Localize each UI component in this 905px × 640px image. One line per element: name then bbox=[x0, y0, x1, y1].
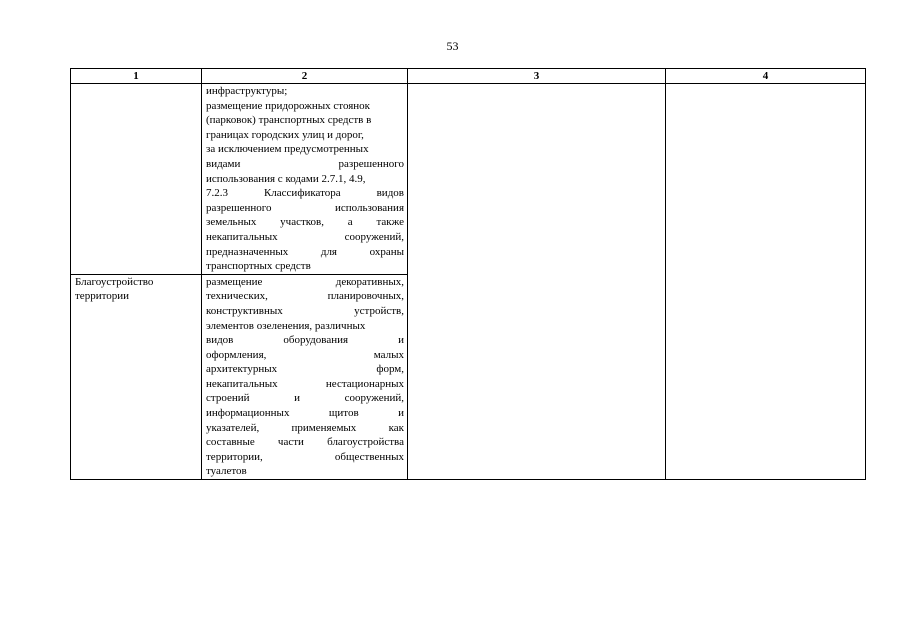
text-line bbox=[206, 348, 404, 363]
text-line bbox=[206, 333, 404, 348]
text-word: общественных bbox=[334, 450, 404, 463]
text-word: участков, bbox=[280, 216, 324, 229]
text-word: территории, bbox=[206, 450, 263, 463]
column-header-1: 1 bbox=[71, 69, 202, 84]
text-line bbox=[206, 275, 404, 290]
text-word: декоративных, bbox=[335, 275, 404, 288]
text-word: а bbox=[347, 216, 353, 229]
text-word: применяемых bbox=[291, 421, 357, 434]
text-line bbox=[206, 464, 404, 479]
row1-2-col4-cell bbox=[666, 84, 866, 480]
text-word: и bbox=[294, 392, 301, 405]
text-word: конструктивных bbox=[206, 304, 283, 317]
text-word: транспортных средств bbox=[206, 260, 311, 273]
text-word: видов bbox=[206, 334, 234, 347]
text-line bbox=[206, 128, 404, 143]
text-line bbox=[206, 201, 404, 216]
text-line bbox=[206, 113, 404, 128]
column-header-3: 3 bbox=[408, 69, 666, 84]
text-word: использования bbox=[334, 201, 404, 214]
table-row bbox=[71, 84, 866, 275]
text-line bbox=[206, 406, 404, 421]
text-word: земельных bbox=[206, 216, 257, 229]
text-word: также bbox=[376, 216, 404, 229]
text-word: разрешенного bbox=[338, 157, 404, 170]
text-word: некапитальных bbox=[206, 377, 278, 390]
text-line bbox=[206, 319, 404, 334]
row2-description-cell bbox=[202, 274, 408, 479]
text-word: и bbox=[398, 407, 404, 420]
text-word: сооружений, bbox=[344, 392, 404, 405]
text-word: (парковок) транспортных средств в bbox=[206, 114, 372, 127]
text-line bbox=[206, 157, 404, 172]
text-line bbox=[206, 304, 404, 319]
text-word: планировочных, bbox=[327, 290, 404, 303]
text-word: сооружений, bbox=[344, 230, 404, 243]
text-line bbox=[206, 377, 404, 392]
text-word: размещение придорожных стоянок bbox=[206, 99, 371, 112]
land-use-table bbox=[70, 68, 866, 480]
text-line bbox=[206, 435, 404, 450]
text-word: границах городских улиц и дорог, bbox=[206, 128, 364, 141]
row2-use-name-cell bbox=[71, 274, 202, 479]
text-word: видами bbox=[206, 157, 241, 170]
text-word: и bbox=[398, 334, 404, 347]
column-header-2: 2 bbox=[202, 69, 408, 84]
text-word: за исключением предусмотренных bbox=[206, 143, 369, 156]
text-word: форм, bbox=[376, 363, 404, 376]
text-word: предназначенных bbox=[206, 245, 289, 258]
column-header-4: 4 bbox=[666, 69, 866, 84]
text-word: оформления, bbox=[206, 348, 267, 361]
text-word: строений bbox=[206, 392, 250, 405]
text-line bbox=[206, 391, 404, 406]
text-line bbox=[206, 421, 404, 436]
text-word: некапитальных bbox=[206, 230, 278, 243]
text-word: охраны bbox=[369, 245, 404, 258]
use-name-line: Благоустройство bbox=[75, 275, 154, 288]
page-number: 53 bbox=[446, 39, 459, 53]
text-word: устройств, bbox=[354, 304, 404, 317]
use-name-line: территории bbox=[75, 290, 130, 303]
text-word: туалетов bbox=[206, 465, 247, 478]
text-line bbox=[206, 245, 404, 260]
text-line bbox=[206, 289, 404, 304]
text-word: указателей, bbox=[206, 421, 260, 434]
table-header-row bbox=[71, 69, 866, 84]
text-word: оборудования bbox=[283, 334, 349, 347]
text-line bbox=[206, 186, 404, 201]
text-word: архитектурных bbox=[206, 363, 278, 376]
text-word: разрешенного bbox=[206, 201, 272, 214]
row1-2-col3-cell bbox=[408, 84, 666, 480]
text-word: 7.2.3 bbox=[206, 187, 228, 200]
text-word: элементов озеленения, различных bbox=[206, 319, 366, 332]
text-line bbox=[206, 215, 404, 230]
text-word: размещение bbox=[206, 275, 263, 288]
text-line bbox=[206, 84, 404, 99]
text-word: Классификатора bbox=[263, 187, 341, 200]
row1-description-cell bbox=[202, 84, 408, 275]
text-word: как bbox=[388, 421, 404, 434]
text-line bbox=[206, 99, 404, 114]
text-word: нестационарных bbox=[325, 377, 404, 390]
text-line bbox=[206, 259, 404, 274]
text-word: для bbox=[320, 245, 337, 258]
row1-use-name-cell bbox=[71, 84, 202, 275]
text-word: технических, bbox=[206, 290, 268, 303]
text-word: видов bbox=[376, 187, 404, 200]
text-word: малых bbox=[373, 348, 404, 361]
text-line bbox=[206, 142, 404, 157]
text-word: информационных bbox=[206, 407, 290, 420]
text-line bbox=[206, 172, 404, 187]
text-word: использования с кодами 2.7.1, 4.9, bbox=[206, 172, 366, 185]
text-word: благоустройства bbox=[327, 436, 404, 449]
text-word: составные bbox=[206, 436, 255, 449]
text-word: части bbox=[277, 436, 304, 449]
text-word: щитов bbox=[328, 407, 359, 420]
text-line bbox=[206, 450, 404, 465]
text-line bbox=[206, 362, 404, 377]
text-word: инфраструктуры; bbox=[206, 85, 288, 97]
text-line bbox=[206, 230, 404, 245]
